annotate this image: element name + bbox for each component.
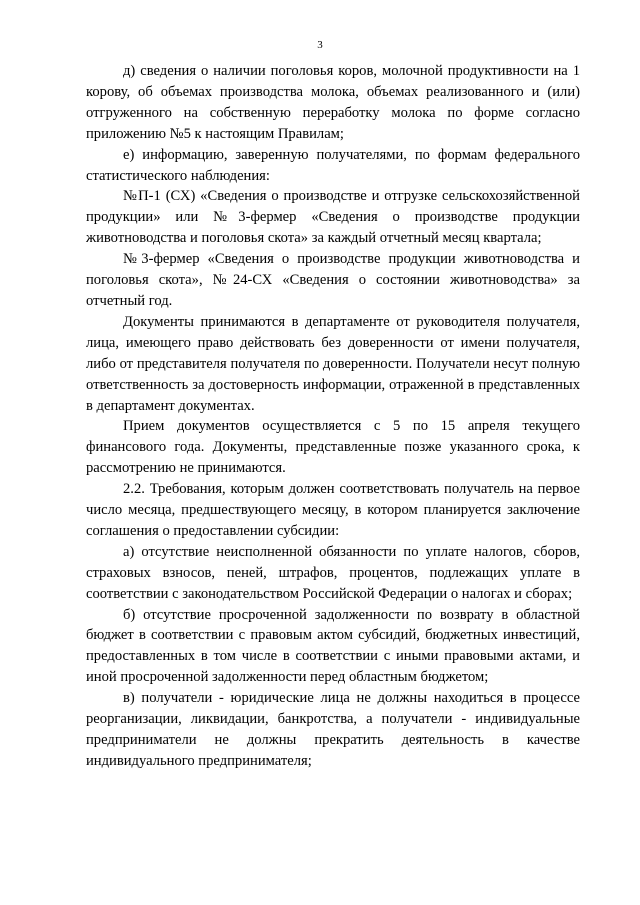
paragraph-e-statistical-forms: е) информацию, заверенную получателями, по формам федерального статистического наблюдения: (86, 146, 580, 184)
paragraph-2-2-requirements: 2.2. Требования, которым должен соответствовать получатель на первое число месяца, предшествующего месяцу, в котором планируется заключение соглашения о предоставлении субсидии: (86, 481, 580, 539)
page-number: 3 (317, 39, 323, 51)
paragraph-d-milk-production-info: д) сведения о наличии поголовья коров, молочной продуктивности на 1 корову, об объемах производства молока, объемах реализованного и (или) отгруженного на собственную переработку молока по форме согласно приложению №5 к настоящим Правилам; (86, 63, 580, 142)
paragraph-form-3-farmer-annual: №3-фермер «Сведения о производстве продукции животноводства и поголовья скота», №24-СХ «Сведения о состоянии животноводства» за отчетный год. (86, 251, 580, 309)
paragraph-v-no-reorganization: в) получатели - юридические лица не должны находиться в процессе реорганизации, ликвидации, банкротства, а получатели - индивидуальные предприниматели не должны прекратить деятельность в качестве индивидуального предпринимателя; (86, 690, 580, 769)
paragraph-form-p1-quarterly: №П-1 (СХ) «Сведения о производстве и отгрузке сельскохозяйственной продукции» или №3-фермер «Сведения о производстве продукции животноводства и поголовья скота» за каждый отчетный месяц квартала; (86, 188, 580, 247)
paragraph-a-no-tax-debt: а) отсутствие неисполненной обязанности по уплате налогов, сборов, страховых взносов, пеней, штрафов, процентов, подлежащих уплате в соответствии с законодательством Российской Федерации о налогах и сборах; (86, 543, 580, 602)
paragraph-acceptance-period: Прием документов осуществляется с 5 по 15 апреля текущего финансового года. Документы, представленные позже указанного срока, к рассмотрению не принимаются. (86, 418, 580, 477)
paragraph-document-acceptance: Документы принимаются в департаменте от руководителя получателя, лица, имеющего право действовать без доверенности от имени получателя, либо от представителя получателя по доверенности. Получатели несут полную ответственность за достоверность информации, отраженной в представленных в департамент документах. (86, 313, 580, 414)
document-body (86, 61, 580, 772)
paragraph-b-no-overdue-debt: б) отсутствие просроченной задолженности по возврату в областной бюджет в соответствии с правовым актом субсидий, бюджетных инвестиций, предоставленных в том числе в соответствии с иными правовыми актами, и иной просроченной задолженности перед областным бюджетом; (86, 606, 580, 686)
